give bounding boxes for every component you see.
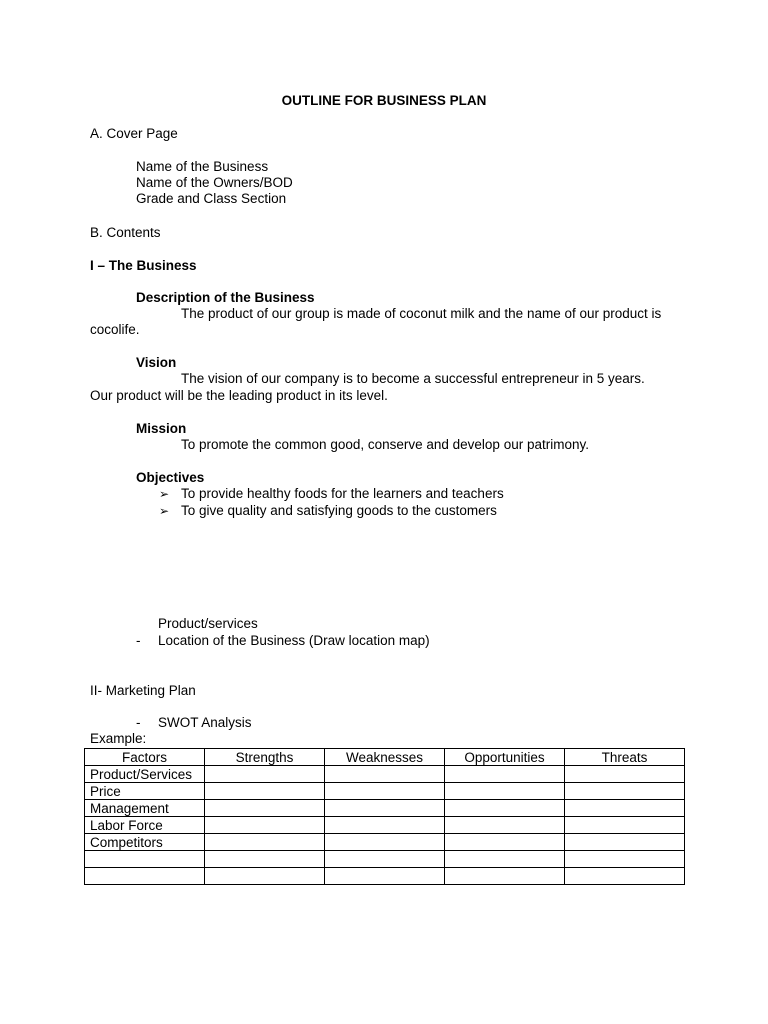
factor-cell: Labor Force bbox=[85, 817, 205, 834]
table-cell bbox=[445, 766, 565, 783]
table-cell bbox=[565, 817, 685, 834]
table-cell bbox=[205, 868, 325, 885]
table-cell bbox=[565, 868, 685, 885]
table-cell bbox=[445, 851, 565, 868]
description-text: cocolife. bbox=[90, 322, 140, 337]
factor-cell: Competitors bbox=[85, 834, 205, 851]
vision-text: The vision of our company is to become a successful entrepreneur in 5 years. bbox=[181, 371, 645, 386]
table-cell bbox=[325, 766, 445, 783]
table-header-cell: Strengths bbox=[205, 749, 325, 766]
table-cell bbox=[445, 834, 565, 851]
table-cell bbox=[205, 783, 325, 800]
section-b-heading: B. Contents bbox=[90, 225, 161, 240]
cover-item: Grade and Class Section bbox=[136, 191, 287, 206]
table-row bbox=[85, 800, 685, 817]
list-dash: - bbox=[136, 633, 141, 648]
table-header-cell: Threats bbox=[565, 749, 685, 766]
objectives-heading: Objectives bbox=[136, 470, 205, 485]
table-row bbox=[85, 817, 685, 834]
table-cell bbox=[205, 834, 325, 851]
table-cell bbox=[565, 851, 685, 868]
table-cell bbox=[325, 834, 445, 851]
factor-cell bbox=[85, 868, 205, 885]
page-title: OUTLINE FOR BUSINESS PLAN bbox=[281, 93, 487, 108]
swot-item: SWOT Analysis bbox=[158, 715, 252, 730]
table-cell bbox=[325, 783, 445, 800]
table-cell bbox=[325, 817, 445, 834]
table-row bbox=[85, 766, 685, 783]
objective-item: To give quality and satisfying goods to the customers bbox=[181, 503, 497, 518]
table-cell bbox=[445, 783, 565, 800]
table-header-cell: Weaknesses bbox=[325, 749, 445, 766]
table-cell bbox=[325, 868, 445, 885]
factor-cell: Product/Services bbox=[85, 766, 205, 783]
objective-item: To provide healthy foods for the learners and teachers bbox=[181, 486, 504, 501]
list-dash: - bbox=[136, 715, 141, 730]
section-a-heading: A. Cover Page bbox=[90, 126, 178, 141]
example-label: Example: bbox=[90, 731, 147, 746]
location-item: Location of the Business (Draw location map) bbox=[158, 633, 430, 648]
factor-cell bbox=[85, 851, 205, 868]
factor-cell: Management bbox=[85, 800, 205, 817]
table-row bbox=[85, 851, 685, 868]
table-cell bbox=[205, 851, 325, 868]
product-services-text: Product/services bbox=[158, 616, 258, 631]
table-header-row bbox=[85, 749, 685, 766]
table-cell bbox=[565, 834, 685, 851]
description-heading: Description of the Business bbox=[136, 290, 315, 305]
cover-item: Name of the Business bbox=[136, 159, 269, 174]
table-row bbox=[85, 783, 685, 800]
table-cell bbox=[565, 800, 685, 817]
part-i-heading: I – The Business bbox=[90, 258, 197, 273]
factor-cell: Price bbox=[85, 783, 205, 800]
table-cell bbox=[205, 800, 325, 817]
table-cell bbox=[325, 800, 445, 817]
table-cell bbox=[445, 817, 565, 834]
table-cell bbox=[205, 817, 325, 834]
table-cell bbox=[565, 766, 685, 783]
table-row bbox=[85, 868, 685, 885]
description-text: The product of our group is made of coconut milk and the name of our product is bbox=[181, 306, 662, 321]
table-row bbox=[85, 834, 685, 851]
table-header-cell: Factors bbox=[85, 749, 205, 766]
table-cell bbox=[445, 868, 565, 885]
mission-text: To promote the common good, conserve and develop our patrimony. bbox=[181, 437, 589, 452]
table-cell bbox=[445, 800, 565, 817]
vision-text: Our product will be the leading product in its level. bbox=[90, 388, 388, 403]
arrow-bullet-icon: ➢ bbox=[159, 487, 170, 501]
table-cell bbox=[325, 851, 445, 868]
cover-item: Name of the Owners/BOD bbox=[136, 175, 293, 190]
table-header-cell: Opportunities bbox=[445, 749, 565, 766]
swot-table bbox=[84, 748, 685, 885]
mission-heading: Mission bbox=[136, 421, 187, 436]
table-cell bbox=[565, 783, 685, 800]
table-cell bbox=[205, 766, 325, 783]
part-ii-heading: II- Marketing Plan bbox=[90, 683, 196, 698]
arrow-bullet-icon: ➢ bbox=[159, 504, 170, 518]
vision-heading: Vision bbox=[136, 355, 177, 370]
